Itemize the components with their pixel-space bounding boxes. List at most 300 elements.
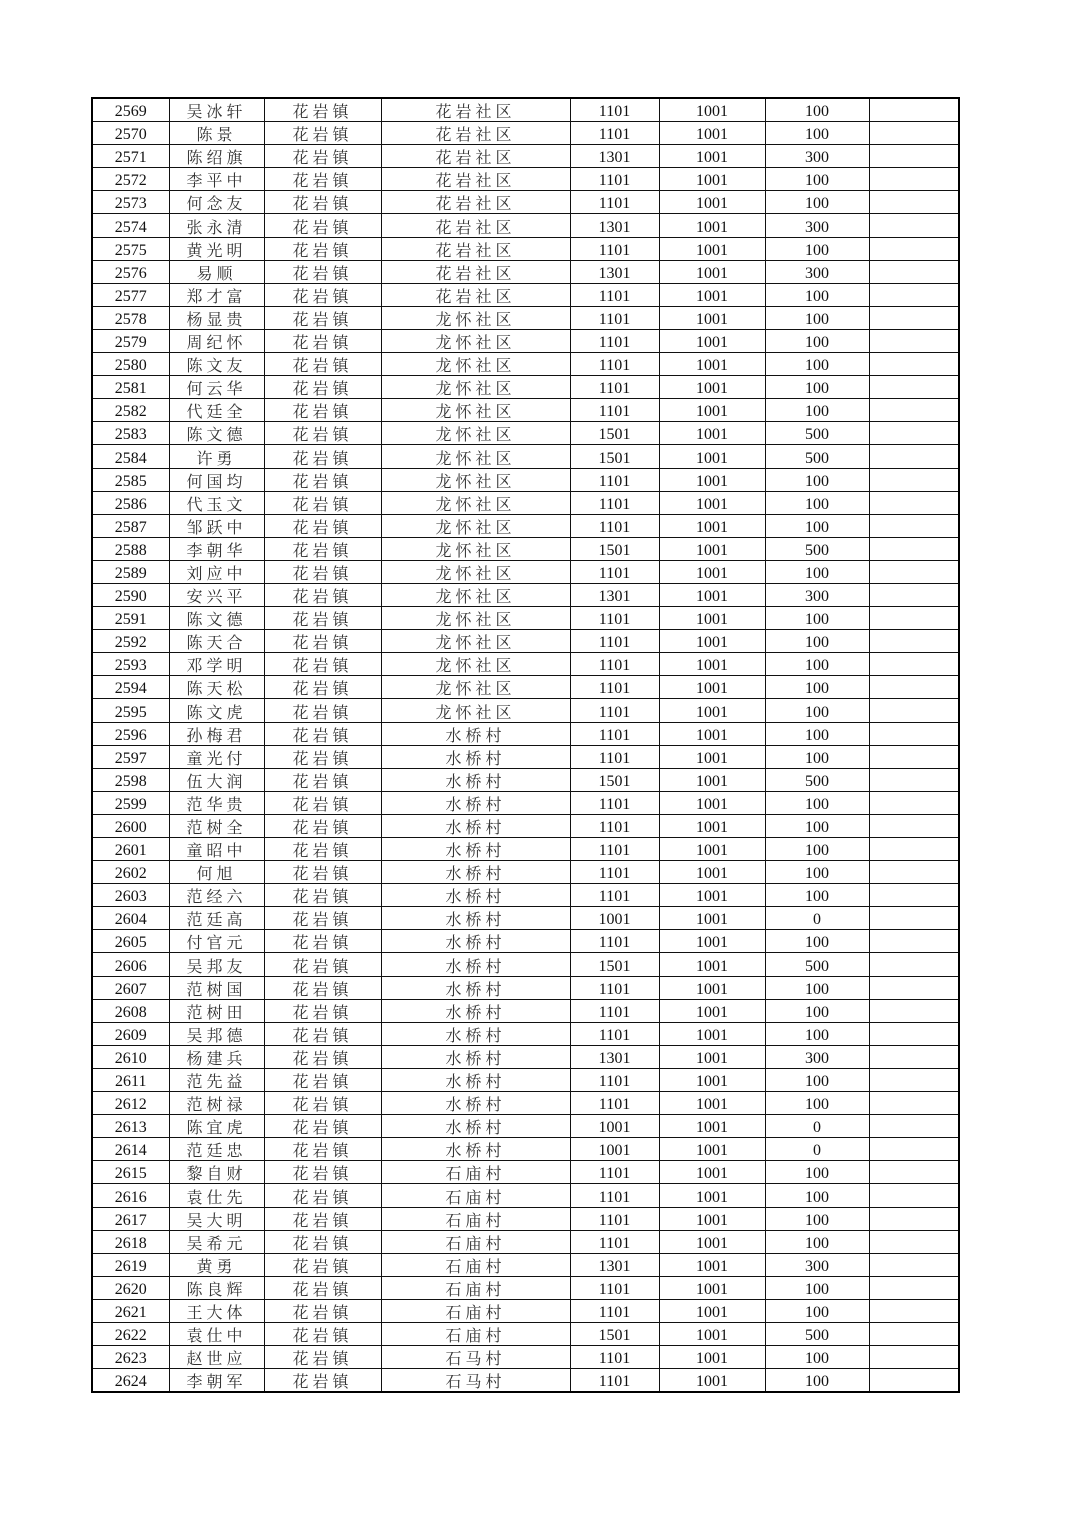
cell-township: 花岩镇 <box>264 745 381 768</box>
cell-township: 花岩镇 <box>264 861 381 884</box>
cell-name: 陈宜虎 <box>169 1115 264 1138</box>
cell-serial-number: 2585 <box>92 468 169 491</box>
cell-code-b: 1001 <box>659 1276 765 1299</box>
cell-name: 陈天合 <box>169 630 264 653</box>
cell-code-b: 1001 <box>659 907 765 930</box>
cell-amount: 100 <box>765 884 869 907</box>
cell-code-a: 1101 <box>570 329 659 352</box>
cell-code-a: 1101 <box>570 98 659 122</box>
cell-serial-number: 2607 <box>92 976 169 999</box>
cell-amount: 0 <box>765 1115 869 1138</box>
table-row <box>92 1138 959 1161</box>
cell-name: 易顺 <box>169 260 264 283</box>
cell-remark <box>869 145 959 168</box>
cell-amount: 100 <box>765 699 869 722</box>
cell-village: 花岩社区 <box>381 237 570 260</box>
cell-serial-number: 2584 <box>92 445 169 468</box>
cell-amount: 500 <box>765 537 869 560</box>
cell-serial-number: 2618 <box>92 1230 169 1253</box>
cell-remark <box>869 1369 959 1393</box>
table-row <box>92 722 959 745</box>
cell-code-b: 1001 <box>659 583 765 606</box>
cell-village: 龙怀社区 <box>381 630 570 653</box>
cell-amount: 300 <box>765 583 869 606</box>
cell-name: 李朝军 <box>169 1369 264 1393</box>
table-row <box>92 560 959 583</box>
cell-code-b: 1001 <box>659 329 765 352</box>
cell-village: 水桥村 <box>381 1092 570 1115</box>
cell-serial-number: 2612 <box>92 1092 169 1115</box>
cell-serial-number: 2613 <box>92 1115 169 1138</box>
cell-code-a: 1001 <box>570 1115 659 1138</box>
cell-code-a: 1101 <box>570 861 659 884</box>
cell-amount: 100 <box>765 376 869 399</box>
cell-village: 龙怀社区 <box>381 491 570 514</box>
cell-village: 龙怀社区 <box>381 353 570 376</box>
cell-township: 花岩镇 <box>264 976 381 999</box>
cell-township: 花岩镇 <box>264 1276 381 1299</box>
cell-township: 花岩镇 <box>264 1253 381 1276</box>
cell-remark <box>869 376 959 399</box>
cell-amount: 0 <box>765 907 869 930</box>
cell-name: 陈绍旗 <box>169 145 264 168</box>
cell-township: 花岩镇 <box>264 1207 381 1230</box>
cell-code-b: 1001 <box>659 745 765 768</box>
cell-serial-number: 2623 <box>92 1346 169 1369</box>
cell-name: 李朝华 <box>169 537 264 560</box>
cell-name: 陈文友 <box>169 353 264 376</box>
cell-remark <box>869 537 959 560</box>
cell-serial-number: 2610 <box>92 1045 169 1068</box>
cell-serial-number: 2593 <box>92 653 169 676</box>
cell-township: 花岩镇 <box>264 560 381 583</box>
cell-code-a: 1101 <box>570 353 659 376</box>
cell-remark <box>869 1276 959 1299</box>
table-row <box>92 445 959 468</box>
cell-serial-number: 2595 <box>92 699 169 722</box>
table-row <box>92 1230 959 1253</box>
cell-remark <box>869 399 959 422</box>
cell-remark <box>869 168 959 191</box>
cell-village: 水桥村 <box>381 1115 570 1138</box>
cell-township: 花岩镇 <box>264 722 381 745</box>
cell-township: 花岩镇 <box>264 514 381 537</box>
table-row <box>92 1184 959 1207</box>
table-row <box>92 468 959 491</box>
cell-amount: 100 <box>765 1299 869 1322</box>
cell-code-b: 1001 <box>659 1115 765 1138</box>
table-row <box>92 353 959 376</box>
table-row <box>92 1092 959 1115</box>
cell-amount: 100 <box>765 122 869 145</box>
cell-amount: 500 <box>765 768 869 791</box>
cell-code-b: 1001 <box>659 1068 765 1091</box>
cell-code-b: 1001 <box>659 1138 765 1161</box>
cell-code-b: 1001 <box>659 191 765 214</box>
table-row <box>92 214 959 237</box>
cell-serial-number: 2586 <box>92 491 169 514</box>
cell-township: 花岩镇 <box>264 653 381 676</box>
cell-remark <box>869 1184 959 1207</box>
cell-code-a: 1101 <box>570 1022 659 1045</box>
cell-township: 花岩镇 <box>264 768 381 791</box>
cell-remark <box>869 237 959 260</box>
cell-name: 周纪怀 <box>169 329 264 352</box>
table-row <box>92 98 959 122</box>
cell-remark <box>869 260 959 283</box>
cell-village: 石庙村 <box>381 1207 570 1230</box>
cell-code-a: 1101 <box>570 722 659 745</box>
cell-remark <box>869 353 959 376</box>
cell-remark <box>869 560 959 583</box>
cell-township: 花岩镇 <box>264 260 381 283</box>
table-row <box>92 1161 959 1184</box>
cell-code-b: 1001 <box>659 445 765 468</box>
cell-code-a: 1301 <box>570 145 659 168</box>
cell-village: 龙怀社区 <box>381 676 570 699</box>
cell-code-b: 1001 <box>659 1022 765 1045</box>
cell-amount: 100 <box>765 329 869 352</box>
cell-remark <box>869 1068 959 1091</box>
cell-serial-number: 2596 <box>92 722 169 745</box>
cell-name: 杨建兵 <box>169 1045 264 1068</box>
cell-code-a: 1101 <box>570 1369 659 1393</box>
cell-amount: 100 <box>765 1230 869 1253</box>
table-row <box>92 1115 959 1138</box>
cell-remark <box>869 791 959 814</box>
table-row <box>92 260 959 283</box>
cell-code-a: 1501 <box>570 537 659 560</box>
cell-serial-number: 2608 <box>92 999 169 1022</box>
table-row <box>92 1369 959 1393</box>
cell-code-a: 1101 <box>570 306 659 329</box>
cell-remark <box>869 1346 959 1369</box>
cell-remark <box>869 329 959 352</box>
cell-amount: 100 <box>765 861 869 884</box>
cell-code-a: 1101 <box>570 191 659 214</box>
cell-remark <box>869 653 959 676</box>
cell-township: 花岩镇 <box>264 491 381 514</box>
cell-remark <box>869 1045 959 1068</box>
cell-code-a: 1101 <box>570 653 659 676</box>
cell-name: 黄光明 <box>169 237 264 260</box>
cell-code-a: 1101 <box>570 630 659 653</box>
cell-serial-number: 2573 <box>92 191 169 214</box>
cell-village: 石庙村 <box>381 1322 570 1345</box>
cell-serial-number: 2571 <box>92 145 169 168</box>
cell-serial-number: 2576 <box>92 260 169 283</box>
table-row <box>92 676 959 699</box>
cell-village: 龙怀社区 <box>381 560 570 583</box>
cell-township: 花岩镇 <box>264 1346 381 1369</box>
table-row <box>92 1253 959 1276</box>
table-row <box>92 791 959 814</box>
cell-name: 王大体 <box>169 1299 264 1322</box>
cell-remark <box>869 861 959 884</box>
cell-remark <box>869 907 959 930</box>
cell-code-b: 1001 <box>659 976 765 999</box>
cell-code-a: 1101 <box>570 999 659 1022</box>
cell-village: 龙怀社区 <box>381 653 570 676</box>
cell-code-b: 1001 <box>659 376 765 399</box>
cell-village: 石庙村 <box>381 1184 570 1207</box>
cell-township: 花岩镇 <box>264 838 381 861</box>
cell-village: 龙怀社区 <box>381 468 570 491</box>
cell-code-a: 1501 <box>570 1322 659 1345</box>
table-row <box>92 1022 959 1045</box>
table-row <box>92 583 959 606</box>
cell-village: 水桥村 <box>381 722 570 745</box>
cell-name: 吴希元 <box>169 1230 264 1253</box>
table-row <box>92 999 959 1022</box>
cell-code-b: 1001 <box>659 953 765 976</box>
cell-code-b: 1001 <box>659 699 765 722</box>
cell-code-b: 1001 <box>659 260 765 283</box>
cell-amount: 100 <box>765 1276 869 1299</box>
cell-name: 何云华 <box>169 376 264 399</box>
cell-remark <box>869 122 959 145</box>
cell-name: 范经六 <box>169 884 264 907</box>
cell-serial-number: 2570 <box>92 122 169 145</box>
cell-code-a: 1101 <box>570 237 659 260</box>
cell-village: 水桥村 <box>381 1045 570 1068</box>
cell-village: 龙怀社区 <box>381 583 570 606</box>
cell-remark <box>869 214 959 237</box>
cell-serial-number: 2617 <box>92 1207 169 1230</box>
cell-name: 陈文虎 <box>169 699 264 722</box>
cell-amount: 100 <box>765 168 869 191</box>
table-row <box>92 976 959 999</box>
cell-village: 水桥村 <box>381 838 570 861</box>
table-row <box>92 1207 959 1230</box>
cell-name: 安兴平 <box>169 583 264 606</box>
cell-township: 花岩镇 <box>264 583 381 606</box>
cell-code-b: 1001 <box>659 838 765 861</box>
cell-village: 石庙村 <box>381 1161 570 1184</box>
cell-amount: 100 <box>765 1184 869 1207</box>
cell-village: 龙怀社区 <box>381 329 570 352</box>
cell-amount: 100 <box>765 283 869 306</box>
cell-amount: 300 <box>765 260 869 283</box>
cell-township: 花岩镇 <box>264 907 381 930</box>
cell-township: 花岩镇 <box>264 422 381 445</box>
cell-village: 石庙村 <box>381 1253 570 1276</box>
cell-serial-number: 2575 <box>92 237 169 260</box>
cell-code-b: 1001 <box>659 422 765 445</box>
cell-code-b: 1001 <box>659 884 765 907</box>
table-row <box>92 1299 959 1322</box>
cell-code-b: 1001 <box>659 1207 765 1230</box>
cell-code-a: 1101 <box>570 1276 659 1299</box>
cell-village: 水桥村 <box>381 884 570 907</box>
cell-serial-number: 2578 <box>92 306 169 329</box>
table-row <box>92 1068 959 1091</box>
cell-code-a: 1101 <box>570 1346 659 1369</box>
cell-amount: 100 <box>765 1346 869 1369</box>
cell-township: 花岩镇 <box>264 98 381 122</box>
cell-remark <box>869 422 959 445</box>
cell-code-b: 1001 <box>659 237 765 260</box>
cell-name: 吴邦友 <box>169 953 264 976</box>
cell-remark <box>869 676 959 699</box>
cell-remark <box>869 1207 959 1230</box>
cell-code-a: 1101 <box>570 1068 659 1091</box>
cell-serial-number: 2588 <box>92 537 169 560</box>
cell-code-b: 1001 <box>659 630 765 653</box>
cell-name: 李平中 <box>169 168 264 191</box>
cell-village: 水桥村 <box>381 1068 570 1091</box>
cell-serial-number: 2594 <box>92 676 169 699</box>
cell-village: 龙怀社区 <box>381 514 570 537</box>
cell-amount: 100 <box>765 1161 869 1184</box>
cell-name: 孙梅君 <box>169 722 264 745</box>
cell-serial-number: 2622 <box>92 1322 169 1345</box>
cell-township: 花岩镇 <box>264 1138 381 1161</box>
cell-serial-number: 2609 <box>92 1022 169 1045</box>
cell-amount: 100 <box>765 1207 869 1230</box>
cell-village: 花岩社区 <box>381 191 570 214</box>
cell-township: 花岩镇 <box>264 283 381 306</box>
cell-village: 石庙村 <box>381 1230 570 1253</box>
cell-serial-number: 2579 <box>92 329 169 352</box>
cell-remark <box>869 838 959 861</box>
cell-remark <box>869 1230 959 1253</box>
table-row <box>92 930 959 953</box>
cell-code-b: 1001 <box>659 168 765 191</box>
cell-village: 龙怀社区 <box>381 537 570 560</box>
table-row <box>92 884 959 907</box>
cell-amount: 500 <box>765 953 869 976</box>
cell-code-b: 1001 <box>659 999 765 1022</box>
cell-code-a: 1101 <box>570 168 659 191</box>
table-row <box>92 537 959 560</box>
cell-serial-number: 2590 <box>92 583 169 606</box>
cell-serial-number: 2620 <box>92 1276 169 1299</box>
table-row <box>92 168 959 191</box>
cell-code-a: 1501 <box>570 768 659 791</box>
cell-township: 花岩镇 <box>264 537 381 560</box>
cell-amount: 100 <box>765 98 869 122</box>
cell-name: 童光付 <box>169 745 264 768</box>
table-row <box>92 814 959 837</box>
cell-township: 花岩镇 <box>264 353 381 376</box>
cell-code-b: 1001 <box>659 560 765 583</box>
cell-code-a: 1301 <box>570 1045 659 1068</box>
table-row <box>92 491 959 514</box>
cell-remark <box>869 583 959 606</box>
cell-remark <box>869 306 959 329</box>
cell-amount: 100 <box>765 399 869 422</box>
cell-code-a: 1101 <box>570 838 659 861</box>
cell-village: 石马村 <box>381 1369 570 1393</box>
cell-code-b: 1001 <box>659 1092 765 1115</box>
table-row <box>92 861 959 884</box>
cell-amount: 300 <box>765 1253 869 1276</box>
cell-serial-number: 2621 <box>92 1299 169 1322</box>
cell-serial-number: 2591 <box>92 607 169 630</box>
cell-serial-number: 2589 <box>92 560 169 583</box>
cell-village: 水桥村 <box>381 791 570 814</box>
cell-village: 花岩社区 <box>381 214 570 237</box>
cell-name: 陈景 <box>169 122 264 145</box>
cell-serial-number: 2604 <box>92 907 169 930</box>
cell-remark <box>869 1322 959 1345</box>
table-row <box>92 237 959 260</box>
cell-remark <box>869 1299 959 1322</box>
cell-amount: 100 <box>765 791 869 814</box>
cell-name: 童昭中 <box>169 838 264 861</box>
cell-name: 代廷全 <box>169 399 264 422</box>
cell-code-b: 1001 <box>659 214 765 237</box>
cell-code-b: 1001 <box>659 1322 765 1345</box>
table-row <box>92 768 959 791</box>
cell-village: 花岩社区 <box>381 260 570 283</box>
cell-remark <box>869 999 959 1022</box>
cell-code-b: 1001 <box>659 468 765 491</box>
cell-remark <box>869 745 959 768</box>
cell-amount: 100 <box>765 814 869 837</box>
cell-code-b: 1001 <box>659 930 765 953</box>
cell-serial-number: 2619 <box>92 1253 169 1276</box>
cell-code-a: 1101 <box>570 491 659 514</box>
cell-code-a: 1101 <box>570 676 659 699</box>
cell-township: 花岩镇 <box>264 468 381 491</box>
cell-serial-number: 2574 <box>92 214 169 237</box>
cell-code-a: 1101 <box>570 283 659 306</box>
cell-code-a: 1101 <box>570 976 659 999</box>
cell-township: 花岩镇 <box>264 999 381 1022</box>
cell-remark <box>869 976 959 999</box>
cell-township: 花岩镇 <box>264 930 381 953</box>
cell-remark <box>869 930 959 953</box>
cell-code-a: 1101 <box>570 1207 659 1230</box>
cell-remark <box>869 283 959 306</box>
cell-serial-number: 2600 <box>92 814 169 837</box>
cell-amount: 100 <box>765 237 869 260</box>
table-row <box>92 145 959 168</box>
cell-township: 花岩镇 <box>264 1092 381 1115</box>
cell-serial-number: 2582 <box>92 399 169 422</box>
cell-code-a: 1101 <box>570 791 659 814</box>
cell-amount: 100 <box>765 191 869 214</box>
cell-code-a: 1101 <box>570 514 659 537</box>
cell-village: 水桥村 <box>381 907 570 930</box>
table-row <box>92 514 959 537</box>
cell-amount: 100 <box>765 976 869 999</box>
table-row <box>92 745 959 768</box>
cell-amount: 300 <box>765 145 869 168</box>
cell-remark <box>869 953 959 976</box>
cell-name: 范树田 <box>169 999 264 1022</box>
cell-code-b: 1001 <box>659 1369 765 1393</box>
cell-amount: 0 <box>765 1138 869 1161</box>
cell-serial-number: 2581 <box>92 376 169 399</box>
cell-name: 范华贵 <box>169 791 264 814</box>
cell-code-b: 1001 <box>659 537 765 560</box>
table-row <box>92 191 959 214</box>
cell-village: 水桥村 <box>381 1138 570 1161</box>
cell-amount: 300 <box>765 214 869 237</box>
cell-code-a: 1101 <box>570 122 659 145</box>
cell-village: 花岩社区 <box>381 122 570 145</box>
cell-name: 袁仕先 <box>169 1184 264 1207</box>
cell-remark <box>869 1161 959 1184</box>
cell-serial-number: 2611 <box>92 1068 169 1091</box>
cell-code-b: 1001 <box>659 306 765 329</box>
cell-township: 花岩镇 <box>264 445 381 468</box>
cell-township: 花岩镇 <box>264 630 381 653</box>
cell-serial-number: 2601 <box>92 838 169 861</box>
